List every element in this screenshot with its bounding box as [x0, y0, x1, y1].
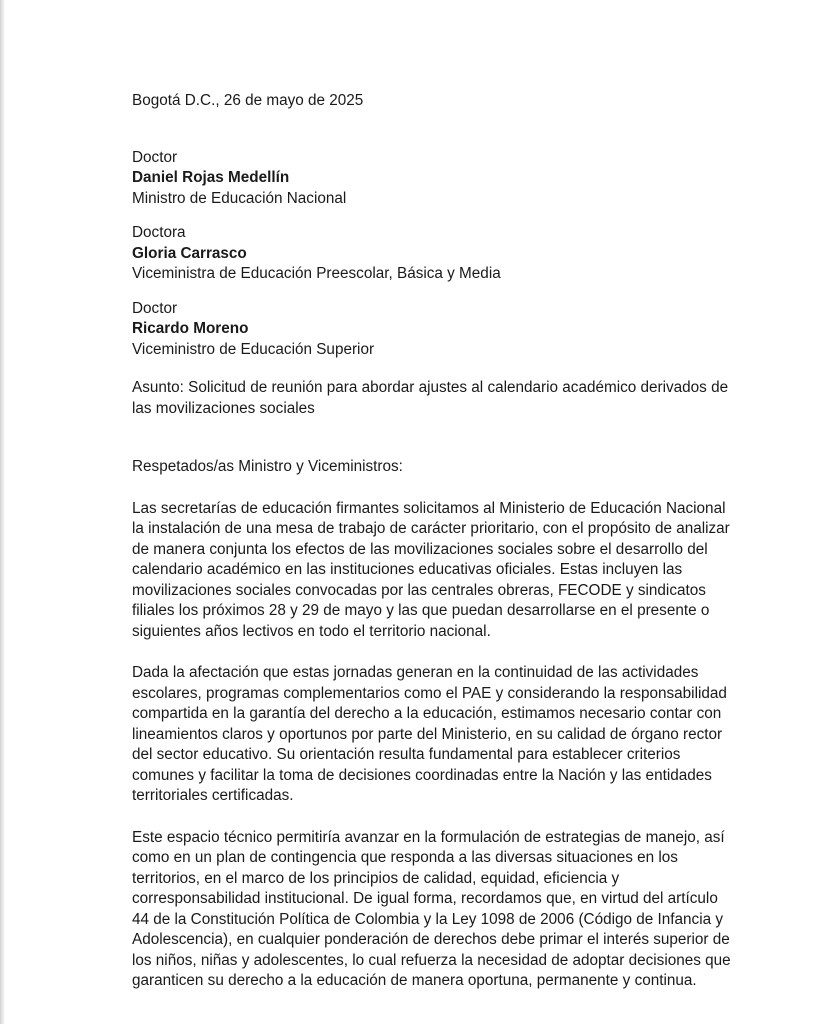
recipient-minister — [132, 148, 792, 210]
body-paragraph-context — [132, 663, 752, 807]
paragraph-line: Dada la afectación que estas jornadas generan en la continuidad de las actividades — [132, 664, 699, 681]
paragraph-line: lineamientos claros y oportunos por parte del Ministerio, en su calidad de órgano rector — [132, 725, 723, 743]
recipient-title: Doctora — [132, 224, 186, 241]
paragraph-line: del sector educativo. Su orientación resulta fundamental para establecer criterios — [132, 746, 681, 763]
subject-line: las movilizaciones sociales — [132, 399, 315, 417]
paragraph-line: filiales los próximos 28 y 29 de mayo y las que puedan desarrollarse en el presente o — [132, 602, 710, 619]
paragraph-line: Adolescencia), en cualquier ponderación de derechos debe primar el interés superior de — [132, 931, 730, 948]
paragraph-line: siguientes años lectivos en todo el territorio nacional. — [132, 622, 491, 640]
recipient-vice-minister-higher — [132, 299, 792, 361]
paragraph-line: Las secretarías de educación firmantes solicitamos al Ministerio de Educación Nacional — [132, 499, 726, 517]
recipient-title: Doctor — [132, 148, 178, 166]
paragraph-line: compartida en la garantía del derecho a la educación, estimamos necesario contar con — [132, 705, 722, 722]
paragraph-line: comunes y facilitar la toma de decisiones coordinadas entre la Nación y las entidades — [132, 766, 712, 784]
page-left-edge — [0, 0, 5, 1024]
paragraph-line: como en un plan de contingencia que responda a las diversas situaciones en los — [132, 849, 678, 866]
recipient-name: Daniel Rojas Medellín — [132, 169, 290, 186]
paragraph-line: garanticen su derecho a la educación de manera oportuna, permanente y continua. — [132, 972, 697, 989]
paragraph-line: calendario académico en las instituciones educativas oficiales. Estas incluyen las — [132, 561, 683, 578]
paragraph-line: de manera conjunta los efectos de las movilizaciones sociales sobre el desarrollo del — [132, 540, 708, 558]
letter-salutation: Respetados/as Ministro y Viceministros: — [132, 458, 403, 475]
recipient-position: Ministro de Educación Nacional — [132, 189, 347, 207]
subject-line: Asunto: Solicitud de reunión para abordar ajustes al calendario académico derivados de — [132, 379, 729, 396]
paragraph-line: los niños, niñas y adolescentes, lo cual refuerza la necesidad de adoptar decisiones que — [132, 951, 731, 969]
recipient-name: Ricardo Moreno — [132, 320, 249, 337]
body-paragraph-strategy — [132, 828, 752, 992]
recipient-position: Viceministra de Educación Preescolar, Básica y Media — [132, 265, 501, 282]
paragraph-line: territoriales certificadas. — [132, 787, 294, 804]
recipient-title: Doctor — [132, 299, 178, 317]
paragraph-line: escolares, programas complementarios como el PAE y considerando la responsabilidad — [132, 684, 727, 702]
letter-page — [132, 91, 792, 1013]
letter-date: Bogotá D.C., 26 de mayo de 2025 — [132, 92, 364, 109]
paragraph-line: movilizaciones sociales convocadas por las centrales obreras, FECODE y sindicatos — [132, 581, 706, 599]
body-paragraph-request — [132, 499, 752, 643]
paragraph-line: la instalación de una mesa de trabajo de carácter prioritario, con el propósito de analizar — [132, 520, 730, 537]
recipient-vice-minister-basic — [132, 223, 792, 285]
paragraph-line: 44 de la Constitución Política de Colombia y la Ley 1098 de 2006 (Código de Infancia y — [132, 910, 724, 928]
paragraph-line: territorios, en el marco de los principios de calidad, equidad, eficiencia y — [132, 869, 620, 887]
recipient-name: Gloria Carrasco — [132, 244, 247, 262]
recipient-position: Viceministro de Educación Superior — [132, 340, 375, 358]
paragraph-line: corresponsabilidad institucional. De igual forma, recordamos que, en virtud del artículo — [132, 890, 718, 907]
paragraph-line: Este espacio técnico permitiría avanzar en la formulación de estrategias de manejo, así — [132, 828, 725, 846]
letter-subject — [132, 378, 752, 419]
